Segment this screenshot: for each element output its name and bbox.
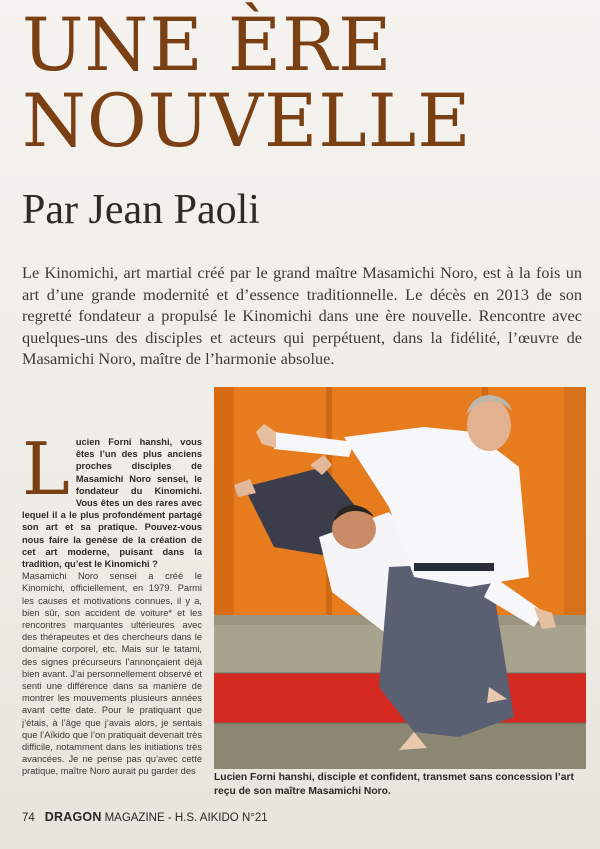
page-footer bbox=[22, 810, 582, 824]
interview-answer: Masamichi Noro sensei a créé le Kinomichi, officiellement, en 1979. Parmi les causes et motivations connues, il y a, bien sûr, son accident de voiture* et les rencontres marquantes ultérieures avec des thérapeutes et des chercheurs dans le domaine corporel, etc. Mais sur le tatami, des signes précurseurs l’annonçaient déjà bien avant. J’ai personnellement observé et senti une différence dans sa manière de montrer les mouvements plusieurs années avant cette date. Pour le pratiquant que j’étais, à l’âge que j’avais alors, je sentais que l’Aïkido que l’on pratiquait devenait très difficile, notamment dans les initiations très avancées. Je ne pense pas qu’avec cette pratique, maître Noro aurait pu garder des bbox=[22, 571, 202, 777]
title-line-1: UNE ÈRE bbox=[22, 3, 393, 88]
photo-caption: Lucien Forni hanshi, disciple et confident, transmet sans concession l’art reçu de son maître Masamichi Noro. bbox=[214, 772, 574, 797]
magazine-brand: DRAGON bbox=[44, 810, 102, 824]
aikido-photo bbox=[214, 387, 586, 769]
photo-illustration bbox=[214, 387, 586, 769]
magazine-issue: MAGAZINE - H.S. AIKIDO N°21 bbox=[104, 812, 268, 824]
page-number: 74 bbox=[22, 812, 35, 824]
article-column bbox=[22, 436, 202, 806]
title-line-2: NOUVELLE bbox=[22, 79, 472, 164]
lede-paragraph: Le Kinomichi, art martial créé par le grand maître Masamichi Noro, est à la fois un art d’une grande modernité et d’essence traditionnelle. Le décès en 2013 de son regretté fondateur a propulsé le Kinomichi dans une ère nouvelle. Rencontre avec quelques-uns des disciples et acteurs qui perpétuent, dans la fidélité, l’œuvre de Masamichi Noro, maître de l’harmonie absolue. bbox=[22, 263, 582, 368]
article-title bbox=[22, 3, 472, 164]
drop-cap: L bbox=[22, 436, 70, 511]
byline: Par Jean Paoli bbox=[22, 187, 260, 233]
interview-question: ucien Forni hanshi, vous êtes l’un des plus anciens proches disciples de Masamichi Noro sensei, le fondateur du Kinomichi. Vous êtes un des rares avec lequel il a le plus profondément partagé son art et sa pratique. Pouvez-vous nous faire la genèse de la création de cet art moderne, puisant dans la tradition, qu’est le Kinomichi ? bbox=[22, 437, 202, 570]
